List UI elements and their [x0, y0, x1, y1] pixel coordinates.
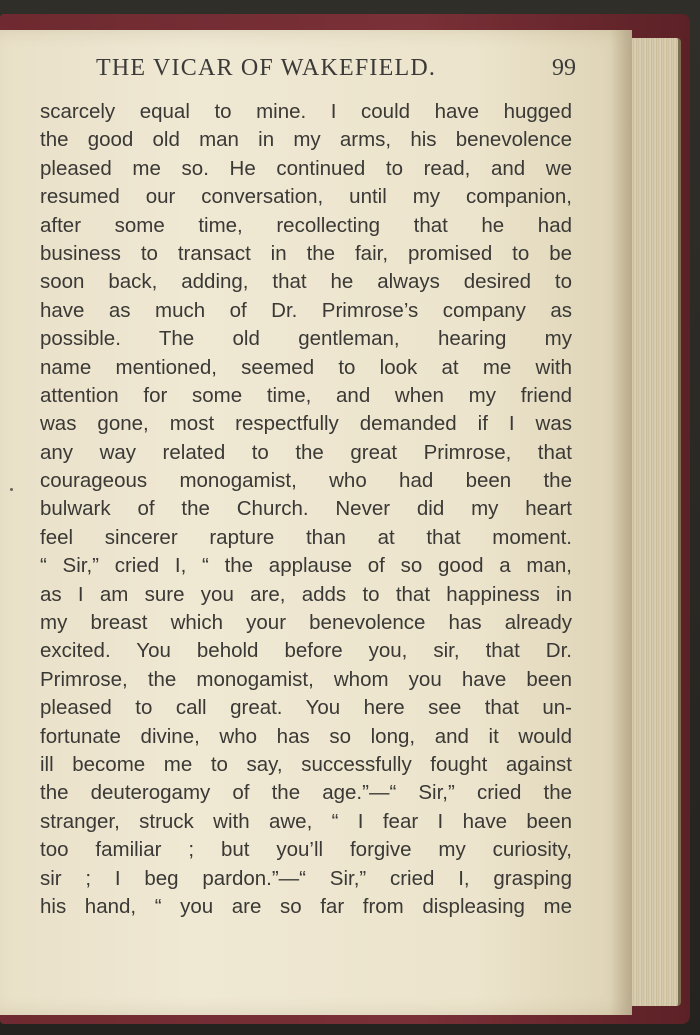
text-line: pleased to call great. You here see that un-: [40, 696, 572, 720]
ink-speck: [10, 488, 13, 491]
text-line: possible. The old gentleman, hearing my: [40, 327, 572, 351]
text-line: any way related to the great Primrose, that: [40, 440, 572, 464]
text-line: Primrose, the monogamist, whom you have been: [40, 667, 572, 691]
text-line: the good old man in my arms, his benevolence: [40, 128, 572, 152]
text-line: fortunate divine, who has so long, and it would: [40, 724, 572, 748]
text-line: too familiar ; but you’ll forgive my curiosity,: [40, 838, 572, 862]
page-number: 99: [552, 55, 576, 81]
text-line: resumed our conversation, until my companion,: [40, 185, 572, 209]
text-line: scarcely equal to mine. I could have hugged: [40, 100, 572, 123]
text-line: soon back, adding, that he always desired to: [40, 270, 572, 294]
body-text: [40, 98, 572, 921]
text-line: feel sincerer rapture than at that moment.: [40, 525, 572, 549]
text-line: “ Sir,” cried I, “ the applause of so good a man,: [40, 554, 572, 578]
text-line: excited. You behold before you, sir, that Dr.: [40, 639, 572, 663]
text-line: ill become me to say, successfully fought against: [40, 752, 572, 776]
text-line: pleased me so. He continued to read, and we: [40, 156, 572, 180]
text-line: attention for some time, and when my friend: [40, 383, 572, 407]
text-line: after some time, recollecting that he had: [40, 213, 572, 237]
text-line: name mentioned, seemed to look at me with: [40, 355, 572, 379]
text-line: my breast which your benevolence has already: [40, 611, 572, 635]
text-line: courageous monogamist, who had been the: [40, 469, 572, 493]
text-line: as I am sure you are, adds to that happiness in: [40, 582, 572, 606]
text-line: his hand, “ you are so far from displeasing me: [40, 894, 572, 918]
text-line: business to transact in the fair, promised to be: [40, 241, 572, 265]
text-line: sir ; I beg pardon.”—“ Sir,” cried I, grasping: [40, 866, 572, 890]
running-title: THE VICAR OF WAKEFIELD.: [96, 55, 437, 81]
text-line: stranger, struck with awe, “ I fear I have been: [40, 809, 572, 833]
page-shadow: [610, 30, 632, 1015]
text-line: have as much of Dr. Primrose’s company as: [40, 298, 572, 322]
text-line: bulwark of the Church. Never did my heart: [40, 497, 572, 521]
text-line: the deuterogamy of the age.”—“ Sir,” cried the: [40, 781, 572, 805]
page-header: [96, 55, 576, 82]
text-line: was gone, most respectfully demanded if I was: [40, 412, 572, 436]
